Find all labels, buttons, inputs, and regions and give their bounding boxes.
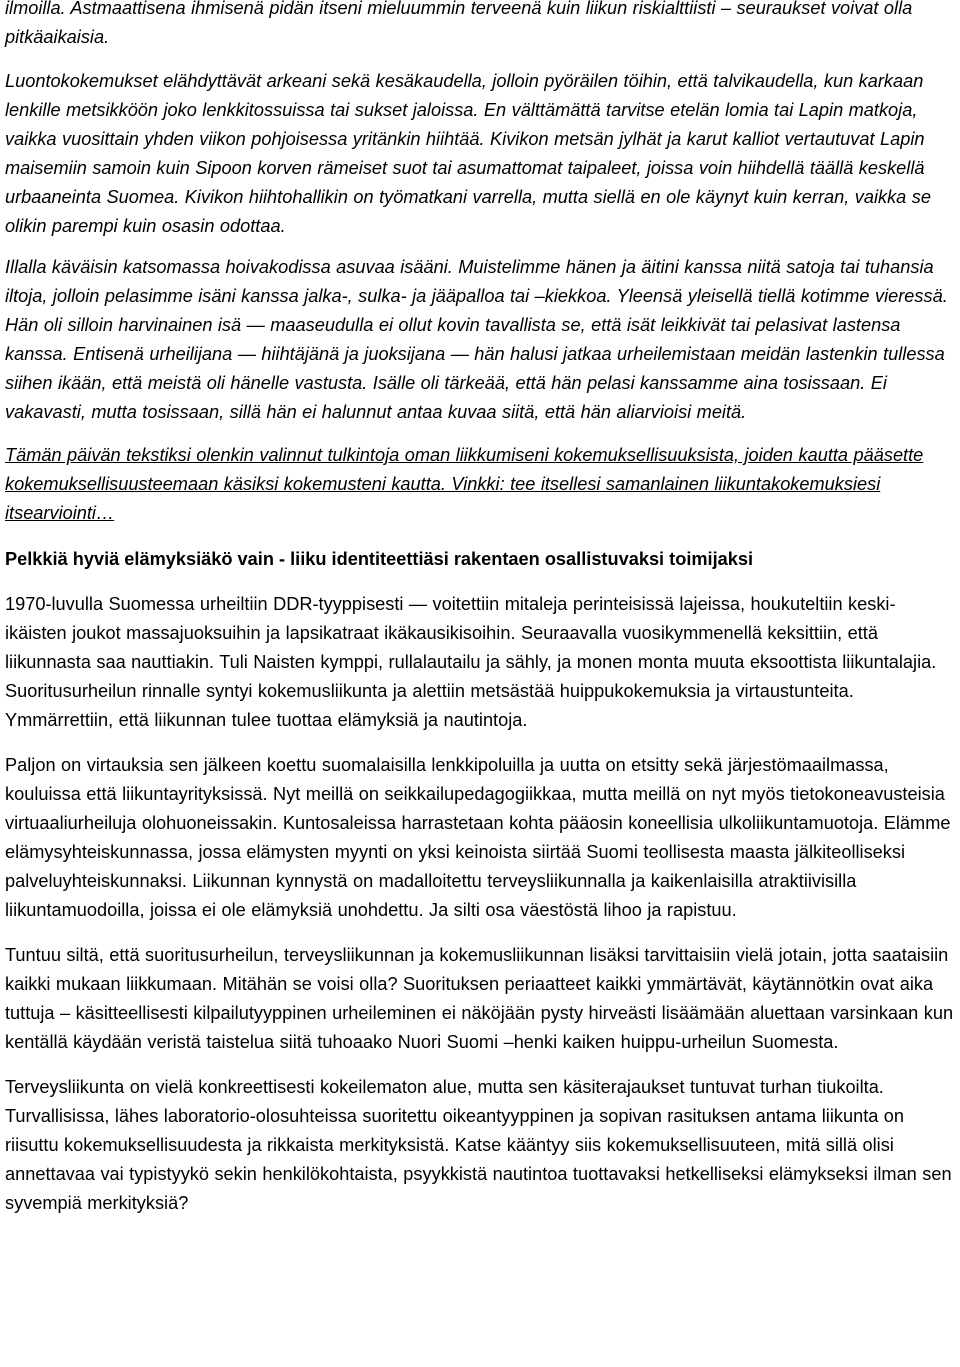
- paragraph-asthma: ilmoilla. Astmaattisena ihmisenä pidän itseni mieluummin terveenä kuin liikun riskialttiisti – seuraukset voivat olla pitkäaikaisia.: [5, 0, 913, 47]
- paragraph-today-text: Tämän päivän tekstiksi olenkin valinnut tulkintoja oman liikkumiseni kokemuksellisuuksista, joiden kautta pääsette kokemuksellisuusteemaan käsiksi kokemusteni kautta. Vinkki: tee itsellesi samanlainen liikuntakokemuksiesi itsearviointi…: [5, 445, 924, 523]
- paragraph-performance-sport: Tuntuu siltä, että suoritusurheilun, terveysliikunnan ja kokemusliikunnan lisäksi tarvittaisiin vielä jotain, jotta saataisiin kaikki mukaan liikkumaan. Mitähän se voisi olla? Suorituksen periaatteet kaikki ymmärtävät, käytännötkin ovat aika tuttuja – käsitteellisesti kilpailutyyppinen urheileminen ei näköjään pysty hirveästi lisäämään aluettaan varsinkaan kun kentällä käydään veristä taistelua siitä tuhoaako Nuori Suomi –henki kaiken huippu-urheilun Suomesta.: [5, 945, 954, 1052]
- paragraph-trends: Paljon on virtauksia sen jälkeen koettu suomalaisilla lenkkipoluilla ja uutta on etsitty sekä järjestömaailmassa, kouluissa että liikuntayrityksissä. Nyt meillä on seikkailupedagogiikkaa, mutta meillä on nyt myös tietokoneavusteisia virtuaaliurheiluja olohuoneissakin. Kuntosaleissa harrastetaan kohta pääosin koneellisia ulkoliikuntamuotoja. Elämme elämysyhteiskunnassa, jossa elämysten myynti on yksi keinoista siirtää Suomi teollisesta maasta jälkiteolliseksi palveluyhteiskunnaksi. Liikunnan kynnystä on madalloitettu terveysliikunnalla ja kaikenlaisilla atraktiivisilla liikuntamuodoilla, joissa ei ole elämyksiä unohdettu. Ja silti osa väestöstä lihoo ja rapistuu.: [5, 755, 951, 920]
- paragraph-health-exercise: Terveysliikunta on vielä konkreettisesti kokeilematon alue, mutta sen käsiterajaukset tuntuvat turhan tiukoilta. Turvallisissa, lähes laboratorio-olosuhteissa suoritettu oikeantyyppinen ja sopivan rasituksen antama liikunta on riisuttu kokemuksellisuudesta ja rikkaista merkityksistä. Katse kääntyy siis kokemuksellisuuteen, mitä sillä olisi annettavaa vai typistyykö sekin henkilökohtaista, psyykkistä nautintoa tuottavaksi hetkelliseksi elämykseksi ilman sen syvempiä merkityksiä?: [5, 1077, 952, 1213]
- paragraph-father-memories: Illalla käväisin katsomassa hoivakodissa asuvaa isääni. Muistelimme hänen ja äitini kanssa niitä satoja tai tuhansia iltoja, jolloin pelasimme isäni kanssa jalka-, sulka- ja jääpalloa tai –kiekkoa. Yleensä yleisellä tiellä kotimme vieressä. Hän oli silloin harvinainen isä — maaseudulla ei ollut kovin tavallista se, että isät leikkivät tai pelasivat lastensa kanssa. Entisenä urheilijana — hiihtäjänä ja juoksijana — hän halusi jatkaa urheilemistaan meidän lastenkin tullessa siihen ikään, että meistä oli hänelle vastusta. Isälle oli tärkeää, että hän pelasi kanssamme aina tosissaan. Ei vakavasti, mutta tosissaan, sillä hän ei halunnut antaa kuvaa siitä, että hän aliarvioisi meitä.: [5, 257, 948, 422]
- document-page: [5, 0, 957, 1218]
- paragraph-nature-experiences: Luontokokemukset elähdyttävät arkeani sekä kesäkaudella, jolloin pyöräilen töihin, että talvikaudella, kun karkaan lenkille metsikköön joko lenkkitossuissa tai sukset jaloissa. En välttämättä tarvitse etelän lomia tai Lapin matkoja, vaikka vuosittain yhden viikon pohjoisessa yritänkin hiihtää. Kivikon metsän jylhät ja karut kalliot vertautuvat Lapin maisemiin samoin kuin Sipoon korven rämeiset suot tai asumattomat taipaleet, joissa voin hiihdellä täällä keskellä urbaaneinta Suomea. Kivikon hiihtohallikin on työmatkani varrella, mutta siellä en ole käynyt kuin kerran, vaikka se olikin parempi kuin osasin odottaa.: [5, 71, 931, 236]
- paragraph-1970s: 1970-luvulla Suomessa urheiltiin DDR-tyyppisesti — voitettiin mitaleja perinteisissä lajeissa, houkuteltiin keski-ikäisten joukot massajuoksuihin ja lapsikatraat ikäkausikisoihin. Seuraavalla vuosikymmenellä keksittiin, että liikunnasta saa nauttiakin. Tuli Naisten kymppi, rullalautailu ja sähly, ja monen monta muuta eksoottista liikuntalajia. Suoritusurheilun rinnalle syntyi kokemusliikunta ja alettiin metsästää huippukokemuksia ja virtaustunteita. Ymmärrettiin, että liikunnan tulee tuottaa elämyksiä ja nautintoja.: [5, 594, 937, 730]
- section-heading: Pelkkiä hyviä elämyksiäkö vain - liiku identiteettiäsi rakentaen osallistuvaksi toimijaksi: [5, 549, 754, 569]
